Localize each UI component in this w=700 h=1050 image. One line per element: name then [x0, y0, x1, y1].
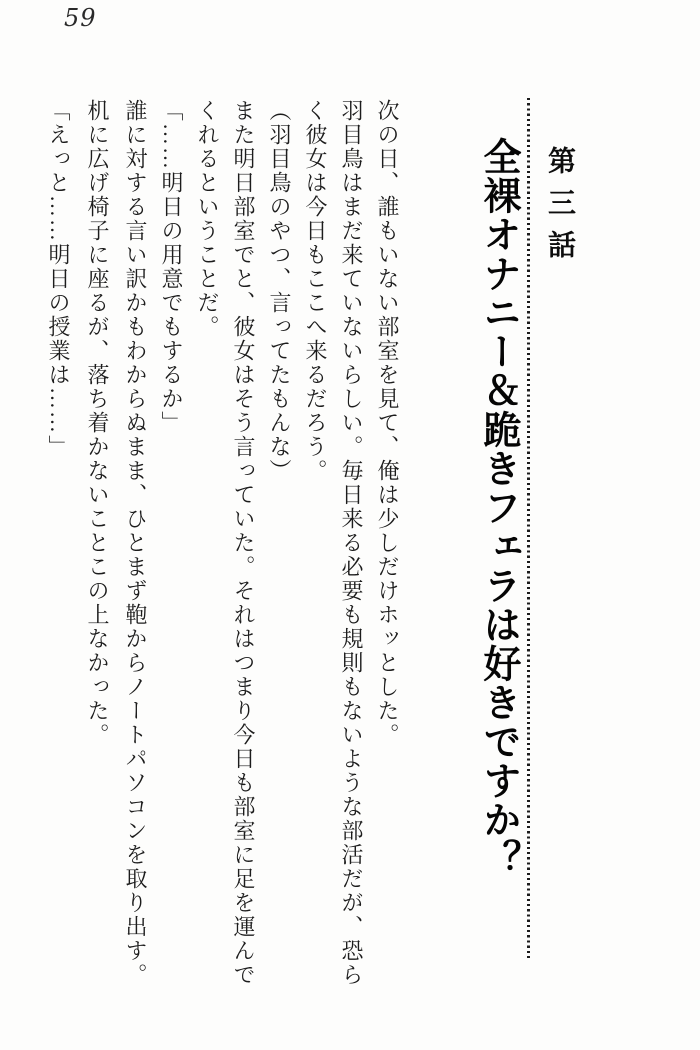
body-text-column-1: 次の日、誰もいない部室を見て、俺は少しだけホッとした。: [375, 99, 400, 747]
body-text-column-6: くれるということだ。: [195, 99, 220, 339]
body-text-column-9: 机に広げ椅子に座るが、落ち着かないことこの上なかった。: [85, 99, 110, 747]
body-text-column-2: 羽目鳥はまだ来ていないらしい。毎日来る必要も規則もないような部活だが、恐ら: [339, 99, 364, 987]
body-text-column-10: 「えっと……明日の授業は……」: [46, 99, 71, 459]
chapter-label: 第三話: [544, 146, 577, 272]
body-text-column-7: 「……明日の用意でもするか」: [159, 99, 184, 435]
dotted-divider-rule: [527, 98, 530, 960]
chapter-title: 全裸オナニー＆跪きフェラは好きですか？: [477, 137, 521, 878]
page-number: 59: [64, 4, 97, 32]
body-text-column-3: く彼女は今日もここへ来るだろう。: [303, 99, 328, 483]
body-text-column-4: （羽目鳥のやつ、言ってたもんな）: [267, 99, 292, 483]
body-text-column-8: 誰に対する言い訳かもわからぬまま、ひとまず鞄からノートパソコンを取り出す。: [123, 99, 148, 987]
body-text-column-5: また明日部室でと、彼女はそう言っていた。それはつまり今日も部室に足を運んで: [231, 99, 256, 987]
